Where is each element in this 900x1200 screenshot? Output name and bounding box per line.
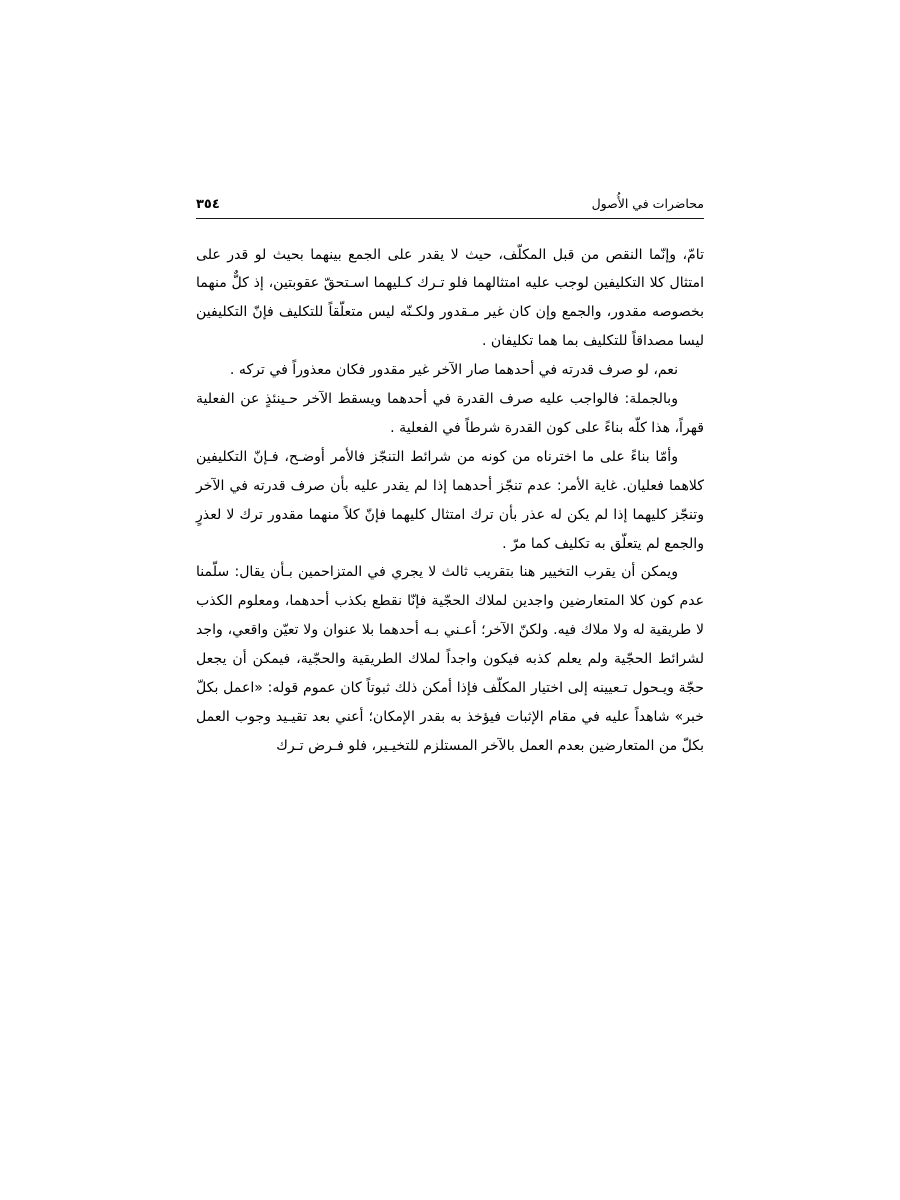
paragraph-3: وبالجملة: فالواجب عليه صرف القدرة في أحدهما ويسقط الآخر حـينئذٍ عن الفعلية قهراً، هذا كلّه بناءً على كون القدرة شرطاً في الفعلية . [196,391,704,436]
running-title: محاضرات في الأُصول [591,196,704,211]
page-number: ٣٥٤ [196,197,220,212]
paragraph-4: وأمّا بناءً على ما اخترناه من كونه من شرائط التنجّز فالأمر أوضـح، فـإنّ التكليفين كلاهما فعليان. غاية الأمر: عدم تنجّز أحدهما إذا لم يقدر عليه بأن صرف قدرته في الآخر وتنجّز كليهما إذا لم يكن له عذر بأن ترك امتثال كليهما فإنّ كلاً منهما مقدور ترك لا لعذرٍ والجمع لم يتعلّق به تكليف كما مرّ . [196,448,704,552]
page-header [196,196,704,219]
body-text [196,241,704,761]
paragraph-5: ويمكن أن يقرب التخيير هنا بتقريب ثالث لا يجري في المتزاحمين بـأن يقال: سلّمنا عدم كون كلا المتعارضين واجدين لملاك الحجّية فإنّا نقطع بكذب أحدهما، ومعلوم الكذب لا طريقية له ولا ملاك فيه. ولكنّ الآخر؛ أعـني بـه أحدهما بلا عنوان ولا تعيّن واقعي، واجد لشرائط الحجّية ولم يعلم كذبه فيكون واجداً لملاك الطريقية والحجّية، فيمكن أن يجعل حجّة ويـحول تـعيينه إلى اختيار المكلّف فإذا أمكن ذلك ثبوتاً كان عموم قوله: «اعمل بكلّ خبر» شاهداً عليه في مقام الإثبات فيؤخذ به بقدر الإمكان؛ أعني بعد تقيـيد وجوب العمل بكلّ من المتعارضين بعدم العمل بالآخر المستلزم للتخيـير، فلو فـرض تـرك [196,564,704,754]
page-content [196,196,704,761]
paragraph-2: نعم، لو صرف قدرته في أحدهما صار الآخر غير مقدور فكان معذوراً في تركه . [229,362,678,379]
paragraph-1: تامّ، وإنّما النقص من قبل المكلّف، حيث لا يقدر على الجمع بينهما بحيث لو قدر على امتثال كلا التكليفين لوجب عليه امتثالهما فلو تـرك كـليهما اسـتحقّ عقوبتين، إذ كلٌّ منهما بخصوصه مقدور، والجمع وإن كان غير مـقدور ولكـنّه ليس متعلّقاً للتكليف فإنّ التكليفين ليسا مصداقاً للتكليف بما هما تكليفان . [196,246,704,350]
